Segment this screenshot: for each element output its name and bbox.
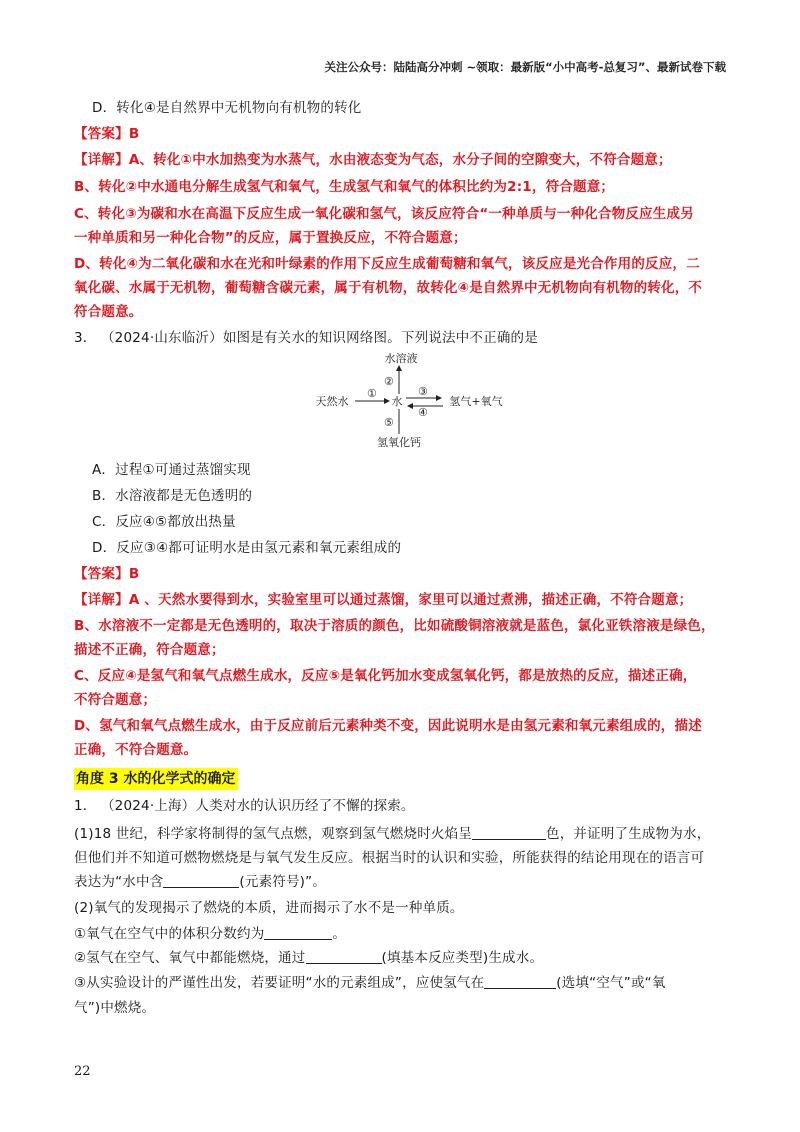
q3-detail-b2: 描述不正确，符合题意； xyxy=(74,642,225,658)
prev-detail-c1: C、转化③为碳和水在高温下反应生成一氧化碳和氢气，该反应符合“一种单质与一种化合物反应生成另 xyxy=(74,206,694,222)
answer-blank-reaction-type[interactable] xyxy=(306,948,382,964)
label-4: ④ xyxy=(418,406,428,419)
q3-answer xyxy=(74,562,730,586)
label-2: ② xyxy=(384,375,394,388)
page-header: 关注公众号：陆陆高分冲刺 ~领取：最新版“小中高考-总复习”、最新试卷下载 xyxy=(324,60,726,74)
q1-part1-text: (1)18 世纪，科学家将制得的氢气点燃，观察到氢气燃烧时火焰呈 xyxy=(74,826,472,842)
answer-blank-volume-fraction[interactable] xyxy=(264,924,332,940)
q1-part2-text: 。 xyxy=(332,926,347,942)
node-aqueous-solution: 水溶液 xyxy=(384,352,418,365)
node-calcium-hydroxide: 氢氧化钙 xyxy=(377,436,421,449)
q1-part1-text: 表达为“水中含 xyxy=(74,874,164,890)
prev-detail-a xyxy=(74,148,730,172)
q1-part1-text: 色，并证明了生成物为水， xyxy=(546,826,711,842)
node-hydrogen-oxygen: 氢气+氧气 xyxy=(449,395,503,408)
prev-detail-c2: 一种单质和另一种化合物”的反应，属于置换反应，不符合题意； xyxy=(74,230,467,246)
prev-detail-d1: D、转化④为二氧化碳和水在光和叶绿素的作用下反应生成葡萄糖和氧气，该反应是光合作用的反应，二 xyxy=(74,256,700,272)
page-number: 22 xyxy=(74,1064,91,1079)
label-5: ⑤ xyxy=(384,416,394,429)
section-title: 角度 3 水的化学式的确定 xyxy=(74,768,238,790)
q1-part2-text: ①氧气在空气中的体积分数约为 xyxy=(74,926,265,942)
answer-value: B xyxy=(128,566,140,582)
detail-text: A、转化①中水加热变为水蒸气，水由液态变为气态，水分子间的空隙变大，不符合题意； xyxy=(128,152,672,168)
node-water: 水 xyxy=(391,395,403,408)
answer-blank-element-symbol[interactable] xyxy=(163,872,239,888)
q1-part1-line3 xyxy=(74,870,730,894)
q1-part2: (2)氧气的发现揭示了燃烧的本质，进而揭示了水不是一种单质。 xyxy=(74,900,464,916)
prev-option-d: D．转化④是自然界中无机物向有机物的转化 xyxy=(92,100,362,116)
q3-stem: 3． （2024·山东临沂）如图是有关水的知识网络图。下列说法中不正确的是 xyxy=(74,330,538,346)
answer-blank-flame-color[interactable] xyxy=(472,824,546,840)
q1-part2-1 xyxy=(74,922,730,946)
node-natural-water: 天然水 xyxy=(315,395,349,408)
label-3: ③ xyxy=(418,385,428,398)
q3-option-d: D．反应③④都可证明水是由氢元素和氧元素组成的 xyxy=(92,540,402,556)
q1-part2-text: (填基本反应类型)生成水。 xyxy=(381,950,544,966)
q1-part1-line2: 但他们并不知道可燃物燃烧是与氧气发生反应。根据当时的认识和实验，所能获得的结论用现在的语言可 xyxy=(74,850,705,866)
water-network-diagram xyxy=(305,350,525,452)
answer-blank-gas-choice[interactable] xyxy=(484,973,556,989)
prev-detail-d2: 氧化碳、水属于无机物，葡萄糖含碳元素，属于有机物，故转化④是自然界中无机物向有机物的转化，不 xyxy=(74,280,703,296)
answer-label: 【答案】 xyxy=(74,566,129,582)
label-1: ① xyxy=(367,387,377,400)
q3-detail-b1: B、水溶液不一定都是无色透明的，取决于溶质的颜色，比如硫酸铜溶液就是蓝色，氯化亚铁溶液是绿色， xyxy=(74,618,715,634)
q1-part2-text: ③从实验设计的严谨性出发，若要证明“水的元素组成”，应使氢气在 xyxy=(74,975,485,991)
q1-part2-3-cont: 气”)中燃烧。 xyxy=(74,1000,156,1016)
q1-stem: 1． （2024·上海）人类对水的认识历经了不懈的探索。 xyxy=(74,798,415,814)
prev-detail-b: B、转化②中水通电分解生成氢气和氧气，生成氢气和氧气的体积比约为2:1，符合题意； xyxy=(74,179,615,195)
q3-detail-d2: 正确，不符合题意。 xyxy=(74,742,198,758)
answer-value: B xyxy=(128,126,140,142)
q3-detail-a xyxy=(74,588,730,612)
detail-label: 【详解】 xyxy=(74,592,129,608)
answer-label: 【答案】 xyxy=(74,126,129,142)
q3-detail-d1: D、氢气和氧气点燃生成水，由于反应前后元素种类不变，因此说明水是由氢元素和氧元素组成的，描述 xyxy=(74,718,702,734)
prev-detail-d3: 符合题意。 xyxy=(74,304,143,320)
q3-option-a: A．过程①可通过蒸馏实现 xyxy=(92,462,251,478)
q1-part2-3 xyxy=(74,971,730,995)
q1-part2-text: ②氢气在空气、氧气中都能燃烧，通过 xyxy=(74,950,306,966)
q1-part1-text: (元素符号)”。 xyxy=(239,874,327,890)
detail-label: 【详解】 xyxy=(74,152,129,168)
q1-part2-2 xyxy=(74,946,730,970)
detail-text: A 、天然水要得到水，实验室里可以通过蒸馏，家里可以通过煮沸，描述正确，不符合题意； xyxy=(128,592,693,608)
q3-option-b: B．水溶液都是无色透明的 xyxy=(92,488,253,504)
q3-detail-c1: C、反应④是氢气和氧气点燃生成水，反应⑤是氧化钙加水变成氢氧化钙，都是放热的反应，描述正确， xyxy=(74,668,697,684)
q1-part1-line1 xyxy=(74,822,730,846)
prev-answer xyxy=(74,122,730,146)
q3-option-c: C．反应④⑤都放出热量 xyxy=(92,514,236,530)
q1-part2-text: (选填“空气”或“氧 xyxy=(556,975,666,991)
q3-detail-c2: 不符合题意； xyxy=(74,692,157,708)
